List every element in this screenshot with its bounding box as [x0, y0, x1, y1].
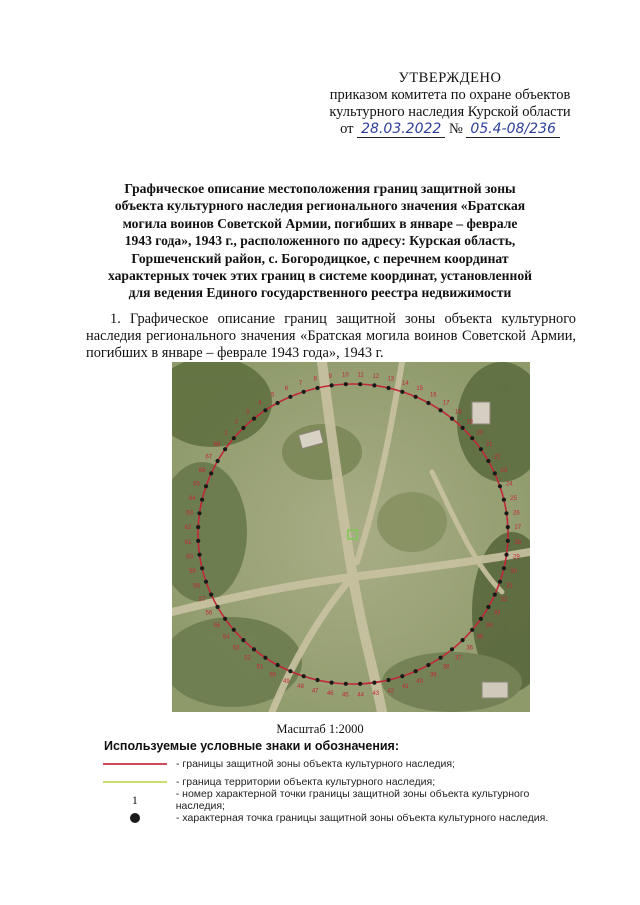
title-line: характерных точек этих границ в системе координат, установленной [108, 268, 532, 284]
boundary-point [209, 471, 213, 475]
title-line: могила воинов Советской Армии, погибших в январе – феврале [122, 215, 518, 231]
boundary-point-label: 1 [224, 430, 228, 437]
legend-number-sample: 1 [131, 792, 138, 807]
boundary-point [426, 663, 430, 667]
title-line: Графическое описание местоположения границ защитной зоны [124, 181, 516, 196]
boundary-point-label: 23 [500, 467, 508, 474]
boundary-point-label: 63 [186, 510, 193, 517]
boundary-point [439, 408, 443, 412]
boundary-point [426, 401, 430, 405]
boundary-point [330, 681, 334, 685]
boundary-point-label: 58 [193, 583, 200, 590]
boundary-point-label: 8 [313, 376, 317, 383]
boundary-point-label: 13 [387, 376, 395, 383]
section-paragraph [86, 311, 576, 362]
boundary-point-label: 39 [429, 672, 437, 679]
boundary-point [400, 674, 404, 678]
boundary-point [200, 498, 204, 502]
boundary-point [493, 593, 497, 597]
boundary-point-label: 51 [256, 664, 264, 671]
boundary-point-label: 43 [372, 691, 380, 697]
boundary-point [502, 498, 506, 502]
boundary-point [470, 628, 474, 632]
boundary-point-label: 66 [198, 467, 206, 474]
boundary-point-label: 33 [493, 610, 501, 617]
boundary-point-label: 21 [485, 442, 493, 449]
title-line: 1943 года», 1943 г., расположенного по адресу: Курская область, [124, 233, 516, 249]
boundary-point-label: 41 [402, 684, 409, 691]
boundary-point-label: 61 [184, 539, 192, 546]
legend [100, 755, 580, 827]
boundary-point [330, 383, 334, 387]
boundary-point [504, 511, 508, 515]
paragraph-text: Графическое описание границ защитной зоны объекта культурного наследия регионального значения «Братская могила воинов Советской Армии, погибших в январе – феврале 1943 года», 1943 г. [86, 311, 576, 361]
boundary-point-label: 45 [342, 692, 349, 699]
legend-red-line [103, 763, 167, 765]
boundary-point [372, 681, 376, 685]
title-line: объекта культурного наследия регионального значения «Братская [114, 198, 526, 214]
boundary-point [288, 669, 292, 673]
boundary-point [302, 390, 306, 394]
boundary-point [461, 638, 465, 642]
boundary-point [450, 417, 454, 421]
boundary-point-label: 44 [357, 692, 364, 699]
map-scale: Масштаб 1:2000 [276, 722, 364, 736]
boundary-point-label: 12 [372, 374, 380, 380]
legend-row-boundary [100, 755, 580, 773]
boundary-point [344, 682, 348, 686]
boundary-point [216, 459, 220, 463]
boundary-point-label: 36 [466, 645, 474, 652]
boundary-point-label: 46 [326, 691, 334, 697]
boundary-point [414, 395, 418, 399]
title-line: для ведения Единого государственного реестра недвижимости [128, 285, 512, 301]
boundary-point-label: 10 [342, 372, 349, 379]
boundary-point [241, 426, 245, 430]
boundary-point [372, 383, 376, 387]
boundary-point [315, 386, 319, 390]
boundary-point [241, 638, 245, 642]
boundary-point [232, 628, 236, 632]
boundary-point [252, 647, 256, 651]
boundary-point [386, 386, 390, 390]
boundary-point-label: 2 [234, 419, 238, 426]
boundary-point [493, 471, 497, 475]
boundary-point-label: 20 [476, 430, 484, 437]
boundary-point-label: 4 [258, 400, 262, 407]
boundary-point-label: 18 [455, 409, 462, 416]
boundary-point-label: 64 [189, 495, 196, 502]
approval-line-1: приказом комитета по охране объектов [329, 87, 571, 103]
boundary-point-label: 68 [213, 442, 221, 449]
boundary-point [414, 669, 418, 673]
boundary-point [450, 647, 454, 651]
boundary-point [498, 484, 502, 488]
boundary-point [232, 436, 236, 440]
boundary-point [486, 605, 490, 609]
boundary-point-label: 55 [213, 622, 221, 629]
boundary-point-label: 65 [193, 481, 200, 488]
approval-block [300, 70, 600, 138]
boundary-point [470, 436, 474, 440]
boundary-point-label: 27 [514, 525, 522, 532]
boundary-point-label: 34 [485, 622, 493, 629]
legend-text: - номер характерной точки границы защитной зоны объекта культурного наследия; [175, 788, 530, 812]
boundary-point [506, 539, 510, 543]
approval-line-2: культурного наследия Курской области [329, 104, 571, 120]
boundary-point [504, 553, 508, 557]
boundary-point-label: 5 [271, 392, 275, 399]
number-label: № [448, 121, 463, 137]
boundary-point [263, 408, 267, 412]
boundary-point [502, 566, 506, 570]
boundary-point-label: 50 [269, 672, 277, 679]
boundary-point-label: 30 [510, 569, 517, 576]
boundary-point [197, 511, 201, 515]
boundary-point-label: 35 [476, 634, 484, 641]
legend-dot [130, 813, 140, 823]
handwritten-number: 05.4-08/236 [466, 121, 559, 138]
boundary-point-label: 32 [500, 597, 508, 604]
boundary-point-label: 57 [198, 597, 206, 604]
boundary-point-label: 59 [189, 569, 196, 576]
boundary-point [216, 605, 220, 609]
boundary-point [386, 678, 390, 682]
boundary-point-label: 3 [245, 409, 250, 416]
boundary-point-label: 24 [506, 481, 513, 488]
boundary-point-label: 15 [416, 386, 423, 393]
legend-text: - характерная точка границы защитной зоны объекта культурного наследия. [176, 812, 549, 824]
boundary-point-label: 48 [297, 684, 304, 691]
boundary-point-label: 60 [186, 554, 193, 561]
boundary-point-label: 17 [442, 400, 450, 407]
from-label: от [340, 121, 354, 137]
boundary-point [358, 382, 362, 386]
map-svg [172, 362, 530, 712]
approval-date-line [300, 121, 600, 138]
boundary-point [263, 656, 267, 660]
boundary-point-label: 26 [513, 510, 520, 517]
handwritten-date: 28.03.2022 [357, 121, 445, 138]
boundary-point-label: 7 [298, 380, 303, 387]
boundary-point [461, 426, 465, 430]
boundary-point [344, 382, 348, 386]
boundary-point [252, 417, 256, 421]
boundary-point [200, 566, 204, 570]
legend-row-point-number [100, 788, 580, 812]
boundary-point [223, 617, 227, 621]
title-line: Горшеченский район, с. Богородицкое, с перечнем координат [131, 250, 509, 266]
boundary-point-label: 16 [429, 392, 437, 399]
legend-title: Используемые условные знаки и обозначения: [104, 739, 400, 753]
boundary-point [498, 580, 502, 584]
boundary-point-label: 19 [466, 419, 474, 426]
boundary-point-label: 29 [513, 554, 520, 561]
boundary-point-label: 38 [442, 664, 450, 671]
boundary-point-label: 52 [244, 655, 251, 662]
document-title [80, 180, 560, 302]
boundary-point [204, 484, 208, 488]
boundary-point [479, 617, 483, 621]
boundary-point-label: 14 [402, 380, 409, 387]
boundary-point [358, 682, 362, 686]
boundary-point-label: 28 [514, 539, 522, 546]
legend-text: - границы защитной зоны объекта культурного наследия; [176, 758, 455, 770]
boundary-point-label: 9 [328, 374, 332, 380]
boundary-point-label: 6 [284, 386, 289, 393]
boundary-map [172, 362, 530, 712]
boundary-point-label: 37 [455, 655, 462, 662]
boundary-point [506, 525, 510, 529]
boundary-point-label: 25 [510, 495, 517, 502]
boundary-point [196, 525, 200, 529]
legend-row-point [100, 809, 580, 827]
boundary-point-label: 56 [205, 610, 213, 617]
boundary-point-label: 40 [416, 678, 423, 685]
boundary-point [197, 553, 201, 557]
boundary-point [276, 401, 280, 405]
legend-green-line [103, 781, 167, 783]
boundary-point-label: 67 [205, 454, 213, 461]
boundary-point [302, 674, 306, 678]
boundary-point-label: 53 [232, 645, 240, 652]
boundary-point-label: 31 [506, 583, 513, 590]
boundary-point [196, 539, 200, 543]
boundary-point [479, 447, 483, 451]
approval-heading: УТВЕРЖДЕНО [398, 70, 502, 86]
paragraph-number: 1. [110, 311, 121, 327]
boundary-point-label: 62 [184, 525, 192, 532]
boundary-point [276, 663, 280, 667]
boundary-point [400, 390, 404, 394]
boundary-point [288, 395, 292, 399]
boundary-point-label: 47 [311, 688, 319, 695]
boundary-point [439, 656, 443, 660]
boundary-point-label: 49 [283, 678, 290, 685]
boundary-point [486, 459, 490, 463]
boundary-point [209, 593, 213, 597]
boundary-point [223, 447, 227, 451]
boundary-point [204, 580, 208, 584]
boundary-point-label: 11 [357, 372, 364, 379]
boundary-point-label: 54 [222, 634, 230, 641]
boundary-point-label: 42 [387, 688, 395, 695]
legend-text: - граница территории объекта культурного наследия; [176, 776, 436, 788]
boundary-point-label: 22 [493, 454, 501, 461]
boundary-point [315, 678, 319, 682]
